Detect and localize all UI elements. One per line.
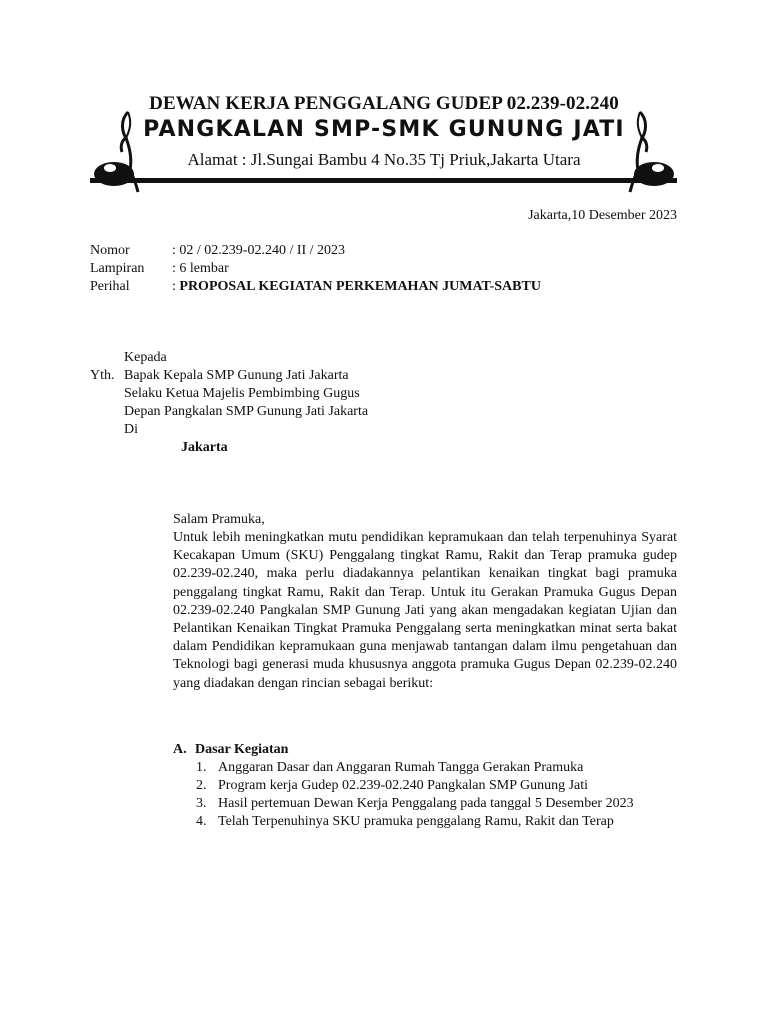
perihal-value: PROPOSAL KEGIATAN PERKEMAHAN JUMAT-SABTU — [179, 279, 541, 294]
section-a-list — [196, 759, 634, 831]
list-item — [196, 795, 634, 813]
letterhead-address: Alamat : Jl.Sungai Bambu 4 No.35 Tj Priuk,Jakarta Utara — [187, 150, 581, 169]
meta-nomor — [90, 242, 345, 260]
body-paragraph: Untuk lebih meningkatkan mutu pendidikan kepramukaan dan telah terpenuhinya Syarat Kecakapan Umum (SKU) Penggalang tingkat Ramu, Rakit dan Terap pramuka gudep 02.239-02.240, maka perlu diadakannya pelantikan kenaikan tingkat bagi pramuka penggalang tingkat Ramu, Rakit dan Terap. Untuk itu Gerakan Pramuka Gugus Depan 02.239-02.240 Pangkalan SMP Gunung Jati yang akan mengadakan kegiatan Ujian dan Pelantikan Kenaikan Tingkat Pramuka Penggalang serta meningkatkan minat serta bakat dalam Pendidikan kepramukaan guna menjawab tantangan dalam ilmu pengetahuan dan Teknologi bagi generasi muda khususnya anggota pramuka Gugus Depan 02.239-02.240 yang diadakan dengan rincian sebagai berikut: — [173, 530, 677, 691]
letterhead-base: PANGKALAN SMP-SMK GUNUNG JATI — [143, 117, 625, 142]
list-item-text: Program kerja Gudep 02.239-02.240 Pangkalan SMP Gunung Jati — [218, 778, 589, 793]
greeting: Salam Pramuka, — [173, 512, 265, 527]
lampiran-label: Lampiran — [90, 261, 145, 276]
section-a-title: Dasar Kegiatan — [195, 742, 289, 757]
letterhead-council: DEWAN KERJA PENGGALANG GUDEP 02.239-02.240 — [149, 93, 619, 114]
list-item-number: 1. — [196, 760, 207, 775]
recipient-line2: Selaku Ketua Majelis Pembimbing Gugus — [124, 386, 360, 401]
recipient-kepada: Kepada — [124, 350, 167, 365]
list-item-text: Hasil pertemuan Dewan Kerja Penggalang pada tanggal 5 Desember 2023 — [218, 796, 634, 811]
list-item-number: 3. — [196, 796, 207, 811]
recipient-line1: Bapak Kepala SMP Gunung Jati Jakarta — [124, 368, 349, 383]
list-item — [196, 777, 634, 795]
meta-perihal — [90, 278, 541, 296]
perihal-label: Perihal — [90, 279, 130, 294]
letterhead-divider — [90, 178, 677, 183]
list-item — [196, 813, 634, 831]
perihal-colon: : — [172, 279, 180, 294]
section-a-marker: A. — [173, 742, 187, 757]
list-item-number: 4. — [196, 814, 207, 829]
recipient-city: Jakarta — [181, 440, 228, 455]
recipient-yth: Yth. — [90, 368, 115, 383]
list-item-number: 2. — [196, 778, 207, 793]
recipient-di: Di — [124, 422, 138, 437]
list-item-text: Telah Terpenuhinya SKU pramuka penggalang Ramu, Rakit dan Terap — [218, 814, 614, 829]
recipient-line3: Depan Pangkalan SMP Gunung Jati Jakarta — [124, 404, 369, 419]
lampiran-value: : 6 lembar — [172, 261, 229, 276]
list-item — [196, 759, 634, 777]
section-a-heading — [173, 741, 288, 759]
meta-lampiran — [90, 260, 229, 278]
nomor-label: Nomor — [90, 243, 130, 258]
letter-date: Jakarta,10 Desember 2023 — [528, 208, 677, 223]
list-item-text: Anggaran Dasar dan Anggaran Rumah Tangga Gerakan Pramuka — [218, 760, 584, 775]
nomor-value: : 02 / 02.239-02.240 / II / 2023 — [172, 243, 346, 258]
